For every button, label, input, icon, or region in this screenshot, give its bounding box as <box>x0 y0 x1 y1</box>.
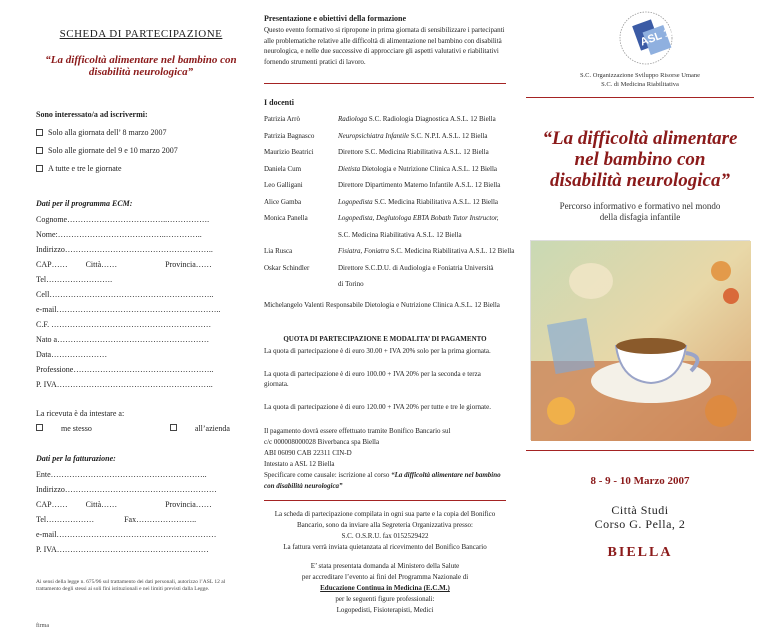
ecm-info: E’ stata presentata domanda al Ministero della Salute per accreditare l’evento ai fini del Programma Nazionale di Educazione Continua in Medicina (E.C.M.) per le seguenti figure professionali: Logopedisti, Fisioterapisti, Medici <box>301 562 469 614</box>
teacher-role: Neuropsichiatra Infantile S.C. N.P.I. A.S.L. 12 Biella <box>338 131 488 140</box>
billing-heading: Dati per la fatturazione: <box>36 454 116 463</box>
option-all-days[interactable]: A tutte e tre le giornate <box>36 164 246 173</box>
teacher-name: Daniela Cum <box>264 164 302 173</box>
field-email[interactable]: e-mail…………………………………………………….. <box>36 305 221 314</box>
causale: Specificare come causale: iscrizione al corso “La difficoltà alimentare nel bambino con disabilità neurologica” <box>264 471 501 490</box>
form-title: SCHEDA DI PARTECIPAZIONE <box>59 28 223 40</box>
option-day-9-10[interactable]: Solo alle giornate del 9 e 10 marzo 2007 <box>36 146 246 155</box>
signature-label: firma <box>36 623 49 629</box>
field-billing-cap-row[interactable]: CAP…… Città…… Provincia…… <box>36 500 212 509</box>
svg-text:ASL 12: ASL 12 <box>638 24 678 49</box>
teacher-row <box>264 161 506 178</box>
teacher-row: Michelangelo Valenti Responsabile Dietologia e Nutrizione Clinica A.S.L. 12 Biella <box>264 300 500 309</box>
quota-second: La quota di partecipazione è di euro 100.00 + IVA 20% per la seconda e terza giornata. <box>264 369 481 388</box>
teacher-name: Alice Gamba <box>264 197 302 206</box>
field-billing-piva[interactable]: P. IVA………………………………………………… <box>36 545 209 554</box>
teacher-row <box>264 177 506 194</box>
checkbox[interactable] <box>36 165 43 172</box>
teacher-row <box>264 260 506 277</box>
field-indirizzo[interactable]: Indirizzo……………………………………………….. <box>36 245 213 254</box>
teacher-name: Oskar Schindler <box>264 263 310 272</box>
checkbox[interactable] <box>36 129 43 136</box>
teacher-name: Leo Galligani <box>264 181 303 189</box>
teacher-row <box>264 111 506 128</box>
cover-illustration <box>530 240 750 440</box>
presentation-text: Questo evento formativo si ripropone in prima giornata di sensibilizzare i partecipanti alle problematiche relative alle difficoltà di alimentazione nel bambino con disabilità neurologica, e nelle due successive di approcciare gli aspetti valutativi e riabilitativi fornendo strumenti pratici di lavoro. <box>264 26 505 66</box>
receipt-label: La ricevuta è da intestare a: <box>36 409 125 418</box>
teacher-row <box>264 227 506 244</box>
teacher-role: S.C. Medicina Riabilitativa A.S.L. 12 Biella <box>338 230 462 239</box>
field-piva[interactable]: P. IVA………………………………………………….. <box>36 380 213 389</box>
field-billing-indirizzo[interactable]: Indirizzo………………………………………………… <box>36 485 217 494</box>
teacher-name <box>264 227 338 244</box>
teacher-role: Fisiatra, Foniatra S.C. Medicina Riabilitativa A.S.L. 12 Biella <box>338 247 515 255</box>
interest-heading: Sono interessato/a ad iscrivermi: <box>36 110 148 119</box>
teacher-name: Lia Rusca <box>264 247 293 255</box>
field-cap-row[interactable]: CAP…… Città…… Provincia…… <box>36 260 212 269</box>
info-column <box>256 0 515 614</box>
teacher-name <box>264 276 338 293</box>
teacher-name: Patrizia Bagnasco <box>264 131 315 140</box>
privacy-note: Ai sensi della legge n. 675/96 sul trattamento dei dati personali, autorizzo l’ASL 12 al trattamento degli stessi ai soli fini istituzionali e nei limiti previsti dalla Legge. <box>36 579 226 592</box>
field-nome[interactable]: Nome:…………………………………..………….. <box>36 230 202 239</box>
quota-all: La quota di partecipazione è di euro 120.00 + IVA 20% per tutte e tre le giornate. <box>264 402 491 411</box>
field-ente[interactable]: Ente………………………………………………….. <box>36 470 207 479</box>
field-cognome[interactable]: Cognome………………………………..……………. <box>36 215 210 224</box>
divider <box>264 83 506 84</box>
field-cf[interactable]: C.F. …………………………………………………… <box>36 320 212 329</box>
teacher-row <box>264 194 506 211</box>
field-nato[interactable]: Nato a………………………………………………… <box>36 335 210 344</box>
cover-column <box>512 0 768 560</box>
checkbox[interactable] <box>170 424 177 431</box>
quota-heading: QUOTA DI PARTECIPAZIONE E MODALITA’ DI PAGAMENTO <box>283 335 487 343</box>
ecm-heading: Dati per il programma ECM: <box>36 199 133 208</box>
organizers: S.C. Organizzazione Sviluppo Risorse Umane S.C. di Medicina Riabilitativa <box>579 72 701 88</box>
field-billing-tel-row[interactable]: Tel……………… Fax………………….. <box>36 515 197 524</box>
receipt-option-self[interactable]: me stesso <box>36 421 110 436</box>
event-title: “La difficoltà alimentare nel bambino con disabilità neurologica” <box>542 128 738 191</box>
teacher-row <box>264 144 506 161</box>
event-dates: 8 - 9 - 10 Marzo 2007 <box>590 475 690 487</box>
presentation-heading: Presentazione e obiettivi della formazione <box>264 14 407 23</box>
divider <box>264 500 506 501</box>
teacher-row <box>264 210 506 227</box>
option-day-8[interactable]: Solo alla giornata dell’ 8 marzo 2007 <box>36 128 246 137</box>
teachers-list <box>264 111 515 293</box>
teacher-role: di Torino <box>338 280 364 288</box>
breakfast-painting-icon <box>531 241 751 441</box>
teacher-role: Dietista Dietologia e Nutrizione Clinica A.S.L. 12 Biella <box>338 164 498 173</box>
event-venue: Città Studi Corso G. Pella, 2 <box>594 503 686 531</box>
field-cell[interactable]: Cell…………………………………………………….. <box>36 290 214 299</box>
field-data[interactable]: Data………………… <box>36 350 108 359</box>
teacher-role: Logopedista, Deglutologa EBTA Bobath Tutor Instructor, <box>338 214 499 222</box>
teacher-row <box>264 243 515 260</box>
teacher-role: Direttore S.C.D.U. di Audiologia e Foniatria Università <box>338 263 494 272</box>
payment-info: Il pagamento dovrà essere effettuato tramite Bonifico Bancario sul c/c 000008000028 Biverbanca spa Biella ABI 06090 CAB 22311 CIN-D Intestato a ASL 12 Biella Specificare come causale: iscrizione al corso “La difficoltà alimentare nel bambino con disabilità neurologica” <box>264 426 506 492</box>
teacher-role: Direttore Dipartimento Materno Infantile A.S.L. 12 Biella <box>338 181 501 189</box>
receipt-options <box>36 421 246 436</box>
event-subtitle: Percorso informativo e formativo nel mondo della disfagia infantile <box>559 201 721 222</box>
teacher-name: Monica Panella <box>264 214 308 222</box>
teacher-role: Radiologa S.C. Radiologia Diagnostica A.S.L. 12 Biella <box>338 115 496 123</box>
field-billing-email[interactable]: e-mail…………………………………………………… <box>36 530 217 539</box>
checkbox[interactable] <box>36 147 43 154</box>
divider <box>526 450 754 451</box>
field-professione[interactable]: Professione…………………………………………….. <box>36 365 214 374</box>
teacher-name: Patrizia Arrò <box>264 115 300 123</box>
teacher-name: Maurizio Beatrici <box>264 148 314 156</box>
teacher-role: Logopedista S.C. Medicina Riabilitativa A.S.L. 12 Biella <box>338 197 499 206</box>
teacher-row <box>264 276 506 293</box>
teacher-row <box>264 128 506 145</box>
teacher-role: Direttore S.C. Medicina Riabilitativa A.S.L. 12 Biella <box>338 148 489 156</box>
form-subtitle: “La difficoltà alimentare nel bambino con disabilità neurologica” <box>45 54 237 78</box>
event-city: BIELLA <box>607 545 673 560</box>
checkbox[interactable] <box>36 424 43 431</box>
send-instructions: La scheda di partecipazione compilata in ogni sua parte e la copia del Bonifico Bancario, sono da inviare alla Segreteria Organizzativa presso: S.C. O.S.R.U. fax 0152529422 La fattura verrà inviata quietanzata al ricevimento del Bonifico Bancario <box>274 510 496 551</box>
quota-first: La quota di partecipazione è di euro 30.00 + IVA 20% solo per la prima giornata. <box>264 347 491 355</box>
receipt-option-company[interactable]: all’azienda <box>170 421 248 436</box>
divider <box>526 97 754 98</box>
teachers-heading: I docenti <box>264 98 294 107</box>
registration-form-column <box>0 0 256 629</box>
field-tel[interactable]: Tel……………………. <box>36 275 113 284</box>
